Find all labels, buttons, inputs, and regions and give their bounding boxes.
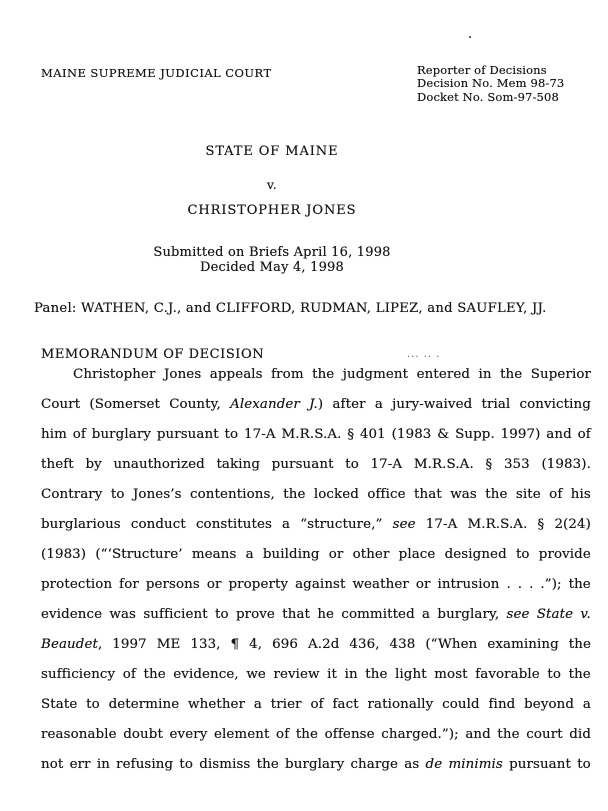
word-token: most (434, 667, 468, 682)
word-token: the (568, 637, 591, 652)
word-token: and (465, 727, 491, 742)
word-token: (Somerset (89, 397, 160, 412)
word-token: State (536, 607, 574, 622)
case-party-plaintiff: STATE OF MAINE (205, 144, 339, 159)
word-token: (1983). (541, 457, 591, 472)
word-token: refusing (116, 757, 174, 772)
word-token: contentions, (190, 487, 275, 502)
opinion-line (41, 367, 591, 397)
word-token: or (206, 577, 222, 592)
word-token: was (450, 487, 477, 502)
word-token: ¶ (230, 637, 240, 652)
scan-speck (469, 36, 471, 38)
decided-date-line: Decided May 4, 1998 (200, 260, 344, 275)
word-token: 4, (249, 637, 263, 652)
word-token: of (276, 727, 290, 742)
word-token: rationally (367, 697, 434, 712)
word-token: Superior (530, 367, 591, 382)
word-token: State (41, 697, 78, 712)
word-token: M.R.S.A. (413, 457, 474, 472)
word-token: taking (216, 457, 261, 472)
opinion-line (41, 397, 591, 427)
word-token: of (72, 427, 86, 442)
word-token: “structure,” (300, 517, 383, 532)
word-token: ME (156, 637, 181, 652)
word-token: the (256, 757, 279, 772)
word-token: other (352, 547, 390, 562)
opinion-line (41, 487, 591, 517)
word-token: 2(24) (554, 517, 591, 532)
word-token: or (328, 547, 344, 562)
word-token: the (568, 667, 591, 682)
word-token: determine (108, 697, 180, 712)
word-token: trier (270, 697, 302, 712)
word-token: J.) (309, 397, 324, 412)
word-token: charge (350, 757, 399, 772)
word-token: (1983) (41, 547, 87, 562)
word-token: Alexander (230, 397, 300, 412)
word-token: minimis (448, 757, 503, 772)
word-token: the (365, 667, 388, 682)
word-token: pursuant (271, 457, 334, 472)
word-token: of (577, 427, 591, 442)
word-token: (1983 (391, 427, 432, 442)
word-token: constitutes (195, 517, 272, 532)
word-token: to (224, 427, 239, 442)
word-token: it (327, 667, 338, 682)
word-token: § (485, 457, 493, 472)
word-token: weather (352, 577, 409, 592)
word-token: examining (487, 637, 559, 652)
word-token: a (422, 607, 431, 622)
word-token: element (213, 727, 270, 742)
word-token: 436, (349, 637, 380, 652)
word-token: Contrary (41, 487, 103, 502)
panel-of-justices: Panel: WATHEN, C.J., and CLIFFORD, RUDMAN, LIPEZ, and SAUFLEY, JJ. (34, 301, 547, 316)
word-token: doubt (123, 727, 163, 742)
word-token: to (345, 457, 359, 472)
word-token: him (41, 427, 67, 442)
word-token: County, (169, 397, 221, 412)
word-token: pursuant (509, 757, 571, 772)
word-token: protection (41, 577, 113, 592)
word-token: he (317, 607, 335, 622)
court-name: MAINE SUPREME JUDICIAL COURT (41, 66, 272, 80)
word-token: 401 (359, 427, 386, 442)
word-token: in (344, 667, 358, 682)
word-token: a (374, 397, 383, 412)
word-token: Beaudet, (41, 637, 103, 652)
opinion-line (41, 547, 591, 577)
word-token: the (283, 487, 306, 502)
word-token: 353 (503, 457, 530, 472)
word-token: pursuant (156, 427, 219, 442)
opinion-line (41, 757, 591, 787)
scan-artifact-dots: ... .. . (407, 349, 441, 360)
word-token: that (282, 607, 311, 622)
word-token: . (506, 577, 511, 592)
case-party-defendant: CHRISTOPHER JONES (187, 203, 357, 218)
word-token: every (169, 727, 208, 742)
word-token: entered (416, 367, 471, 382)
word-token: favorable (475, 667, 540, 682)
word-token: the (295, 727, 319, 742)
word-token: by (85, 457, 102, 472)
word-token: to (179, 757, 194, 772)
word-token: Christopher (73, 367, 156, 382)
word-token: see (506, 607, 530, 622)
word-token: err (69, 757, 91, 772)
word-token: jury-waived (392, 397, 473, 412)
word-token: court (526, 727, 563, 742)
word-token: and (546, 427, 572, 442)
word-token: place (398, 547, 436, 562)
word-token: of (122, 667, 136, 682)
word-token: as (404, 757, 420, 772)
word-token: Jones (163, 367, 202, 382)
word-token: burglary (91, 427, 151, 442)
word-token: de (425, 757, 443, 772)
word-token: A.2d (307, 637, 340, 652)
opinion-line (41, 517, 591, 547)
word-token: theft (41, 457, 74, 472)
opinion-line (41, 667, 591, 697)
word-token: intrusion (437, 577, 500, 592)
word-token: to (215, 607, 229, 622)
word-token: for (119, 577, 139, 592)
word-token: to (515, 547, 530, 562)
word-token: Court (41, 397, 81, 412)
word-token: & (437, 427, 450, 442)
word-token: (“‘Structure’ (95, 547, 183, 562)
word-token: a (253, 697, 262, 712)
word-token: burglary, (437, 607, 500, 622)
word-token: the (312, 367, 335, 382)
word-token: sufficiency (41, 667, 116, 682)
opinion-line (41, 637, 591, 667)
docket-number: Docket No. Som-97-508 (417, 89, 559, 104)
word-token: . (517, 577, 523, 592)
word-token: fact (332, 697, 359, 712)
word-token: the (485, 487, 508, 502)
word-token: offense (324, 727, 375, 742)
word-token: beyond (524, 697, 575, 712)
word-token: provide (538, 547, 591, 562)
word-token: building (262, 547, 320, 562)
word-token: 17-A (370, 457, 403, 472)
word-token: site (515, 487, 541, 502)
word-token: see (392, 517, 416, 532)
word-token: 438 (389, 637, 416, 652)
word-token: Jones’s (132, 487, 182, 502)
word-token: locked (313, 487, 359, 502)
reporter-block (417, 64, 564, 104)
opinion-line (41, 607, 591, 637)
word-token: was (109, 607, 137, 622)
word-token: v. (580, 607, 591, 622)
opinion-line (41, 427, 591, 457)
opinion-line (41, 697, 591, 727)
word-token: against (295, 577, 346, 592)
word-token: .”); (540, 577, 562, 592)
word-token: we (246, 667, 266, 682)
word-token: burglary (285, 757, 345, 772)
word-token: in (96, 757, 110, 772)
word-token: dismiss (199, 757, 251, 772)
word-token: the (497, 727, 520, 742)
word-token: his (570, 487, 591, 502)
decision-number: Decision No. Mem 98-73 (417, 76, 565, 91)
word-token: . (529, 577, 534, 592)
word-token: committed (341, 607, 415, 622)
word-token: conduct (130, 517, 186, 532)
word-token: find (488, 697, 516, 712)
word-token: 1997 (112, 637, 147, 652)
word-token: a (582, 697, 591, 712)
word-token: evidence (41, 607, 103, 622)
word-token: from (271, 367, 304, 382)
word-token: to (110, 487, 125, 502)
word-token: of (310, 697, 324, 712)
word-token: 1997) (500, 427, 541, 442)
word-token: charged.”); (381, 727, 459, 742)
word-token: means (191, 547, 237, 562)
opinion-line (41, 457, 591, 487)
versus-abbreviation: v. (266, 177, 278, 192)
word-token: could (442, 697, 480, 712)
memorandum-heading: MEMORANDUM OF DECISION (41, 347, 265, 362)
word-token: a (282, 517, 291, 532)
word-token: did (569, 727, 591, 742)
submitted-date-line: Submitted on Briefs April 16, 1998 (153, 245, 391, 260)
word-token: judgment (342, 367, 409, 382)
word-token: the (568, 577, 591, 592)
word-token: prove (235, 607, 275, 622)
word-token: to (577, 757, 591, 772)
word-token: § (347, 427, 355, 442)
word-token: persons (145, 577, 200, 592)
word-token: 696 (272, 637, 298, 652)
word-token: to (86, 697, 100, 712)
word-token: appeals (209, 367, 263, 382)
word-token: not (41, 757, 64, 772)
reporter-line: Reporter of Decisions (417, 63, 547, 77)
word-token: the (500, 367, 523, 382)
word-token: M.R.S.A. (467, 517, 528, 532)
word-token: designed (444, 547, 507, 562)
word-token: Supp. (455, 427, 495, 442)
word-token: the (143, 667, 166, 682)
word-token: of (549, 487, 563, 502)
word-token: (“When (425, 637, 478, 652)
word-token: in (478, 367, 492, 382)
word-token: that (414, 487, 442, 502)
word-token: sufficient (143, 607, 208, 622)
word-token: trial (481, 397, 511, 412)
word-token: 17-A (425, 517, 458, 532)
opinion-line (41, 727, 591, 757)
word-token: 133, (190, 637, 221, 652)
word-token: burglarious (41, 517, 121, 532)
word-token: convicting (519, 397, 591, 412)
word-token: after (332, 397, 366, 412)
word-token: light (395, 667, 427, 682)
word-token: office (367, 487, 406, 502)
word-token: unauthorized (113, 457, 205, 472)
word-token: whether (188, 697, 246, 712)
word-token: a (245, 547, 254, 562)
opinion-paragraph (41, 367, 591, 787)
word-token: M.R.S.A. (281, 427, 342, 442)
word-token: § (537, 517, 545, 532)
opinion-line (41, 577, 591, 607)
word-token: to (547, 667, 562, 682)
word-token: evidence, (173, 667, 239, 682)
word-token: reasonable (41, 727, 117, 742)
word-token: review (273, 667, 320, 682)
word-token: property (228, 577, 289, 592)
word-token: 17-A (244, 427, 276, 442)
word-token: or (415, 577, 431, 592)
